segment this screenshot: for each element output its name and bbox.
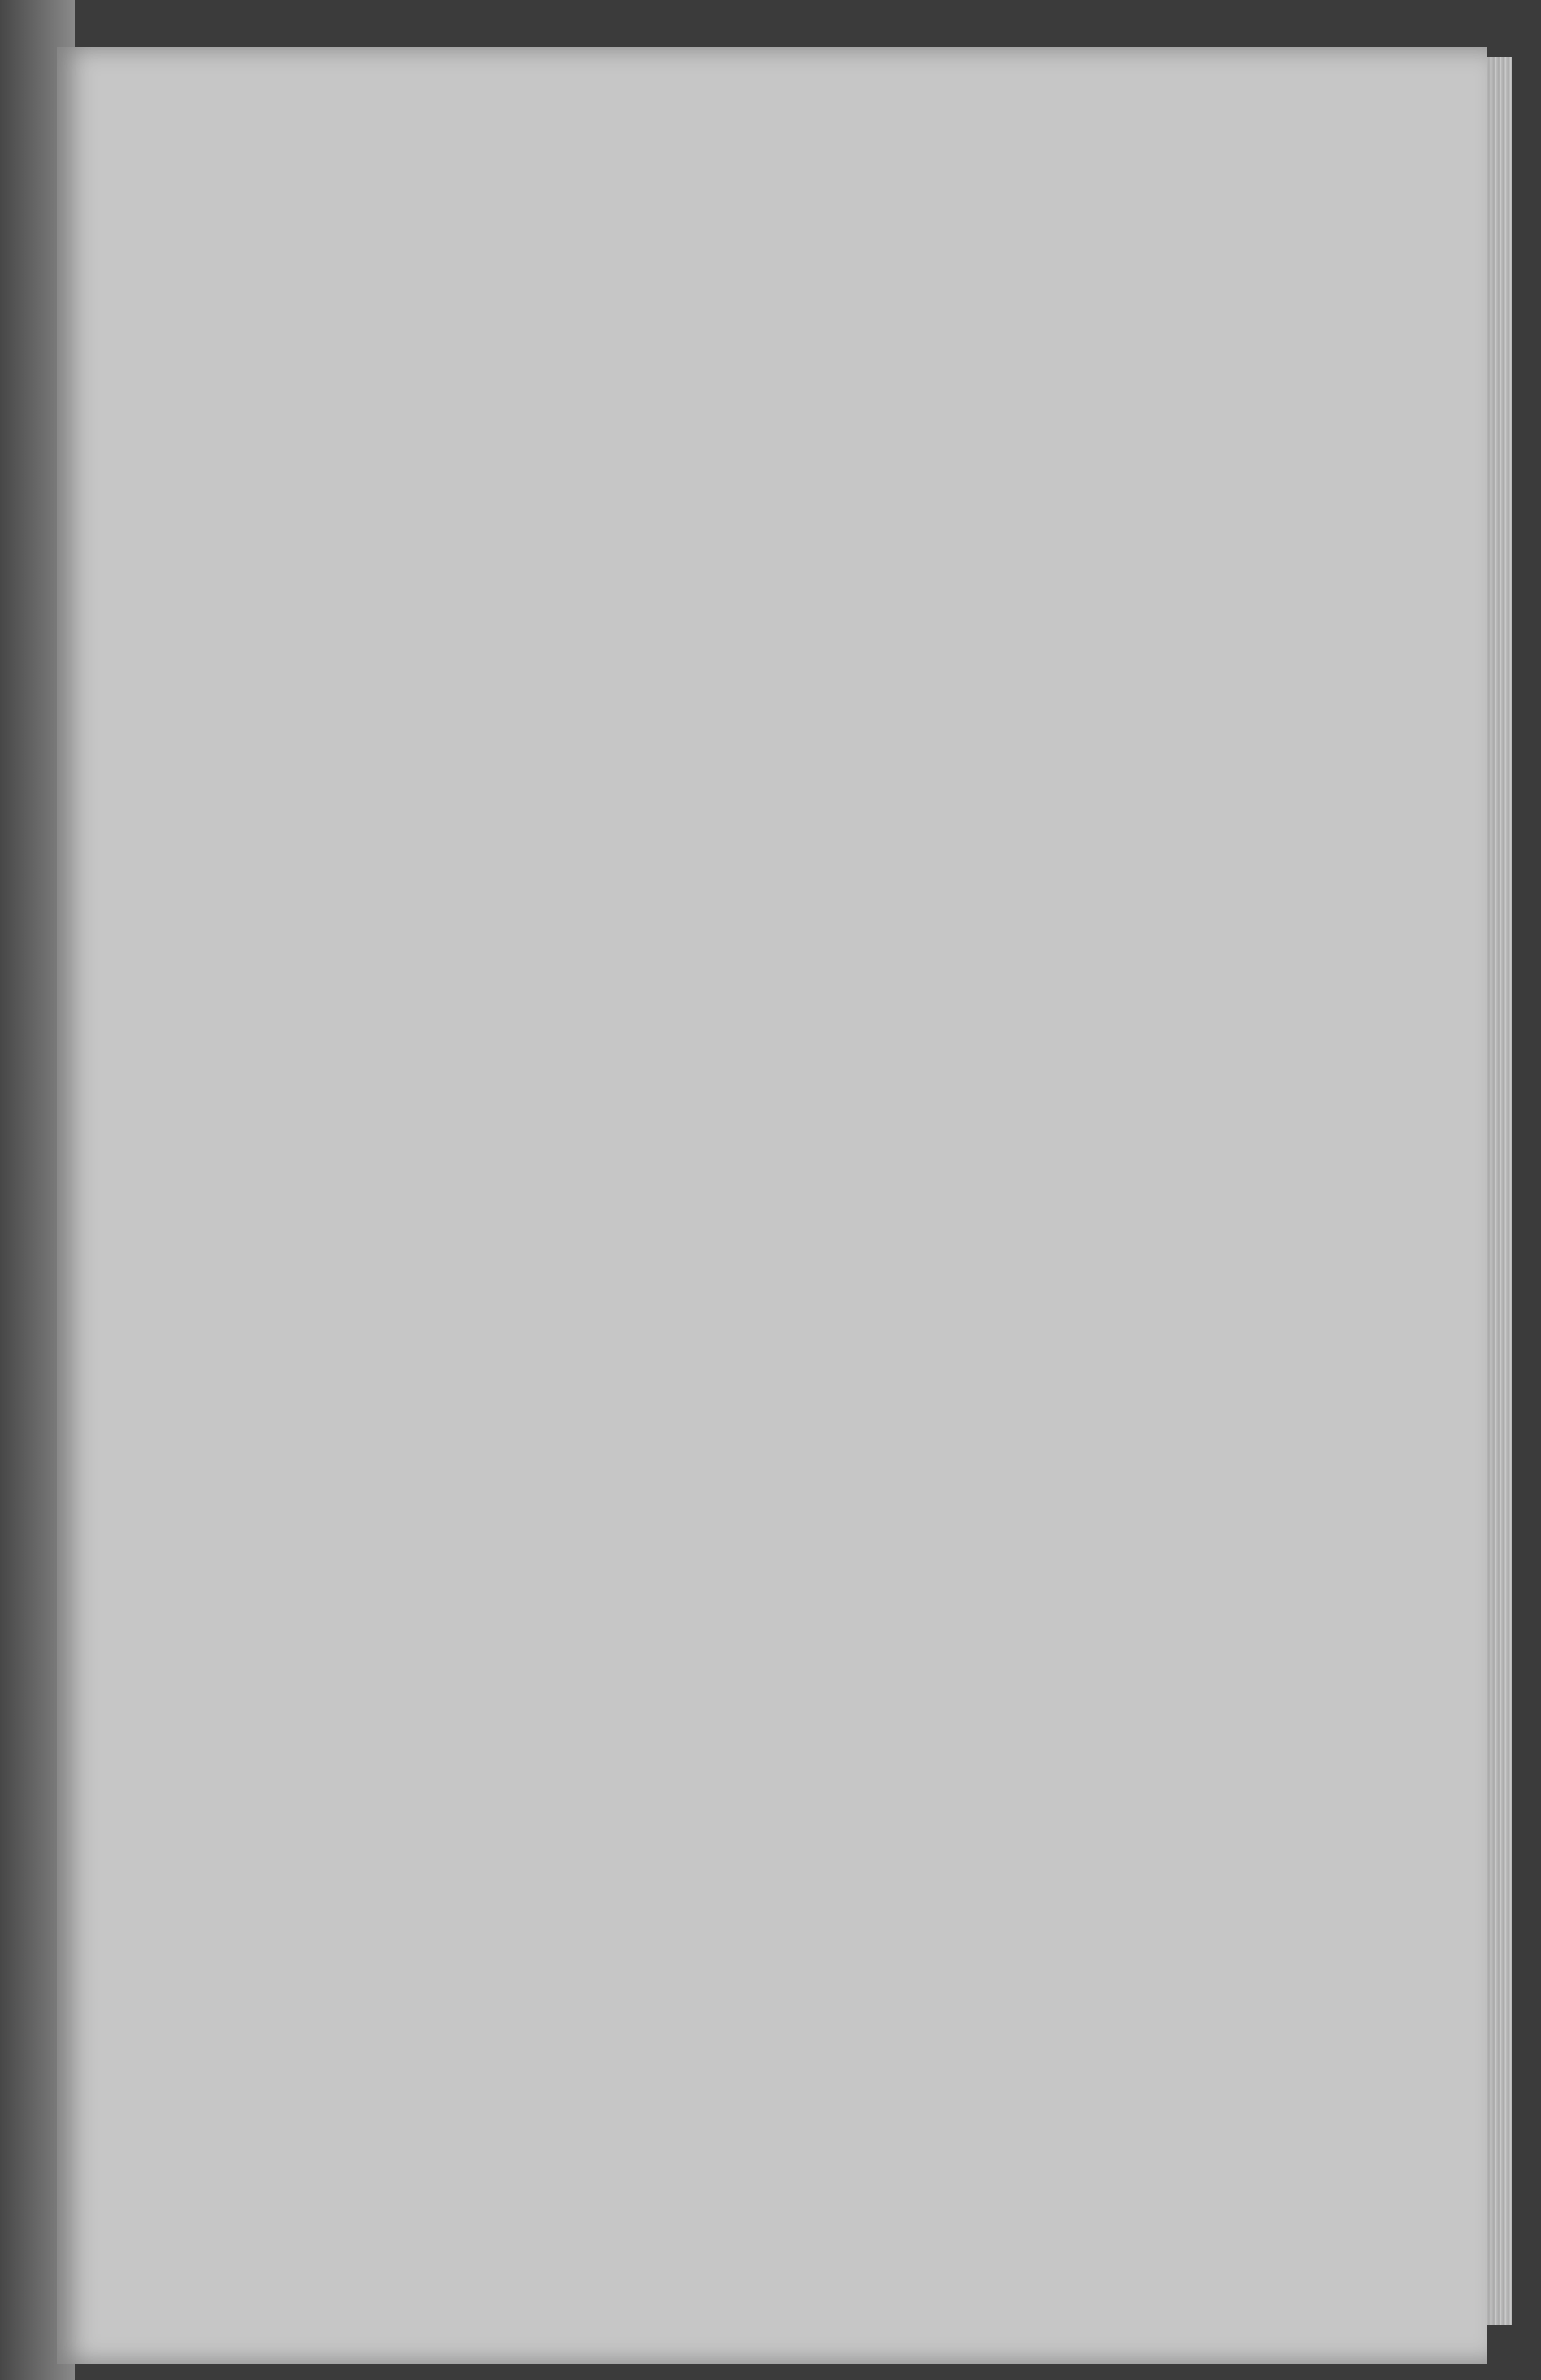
- page: [57, 47, 1487, 2364]
